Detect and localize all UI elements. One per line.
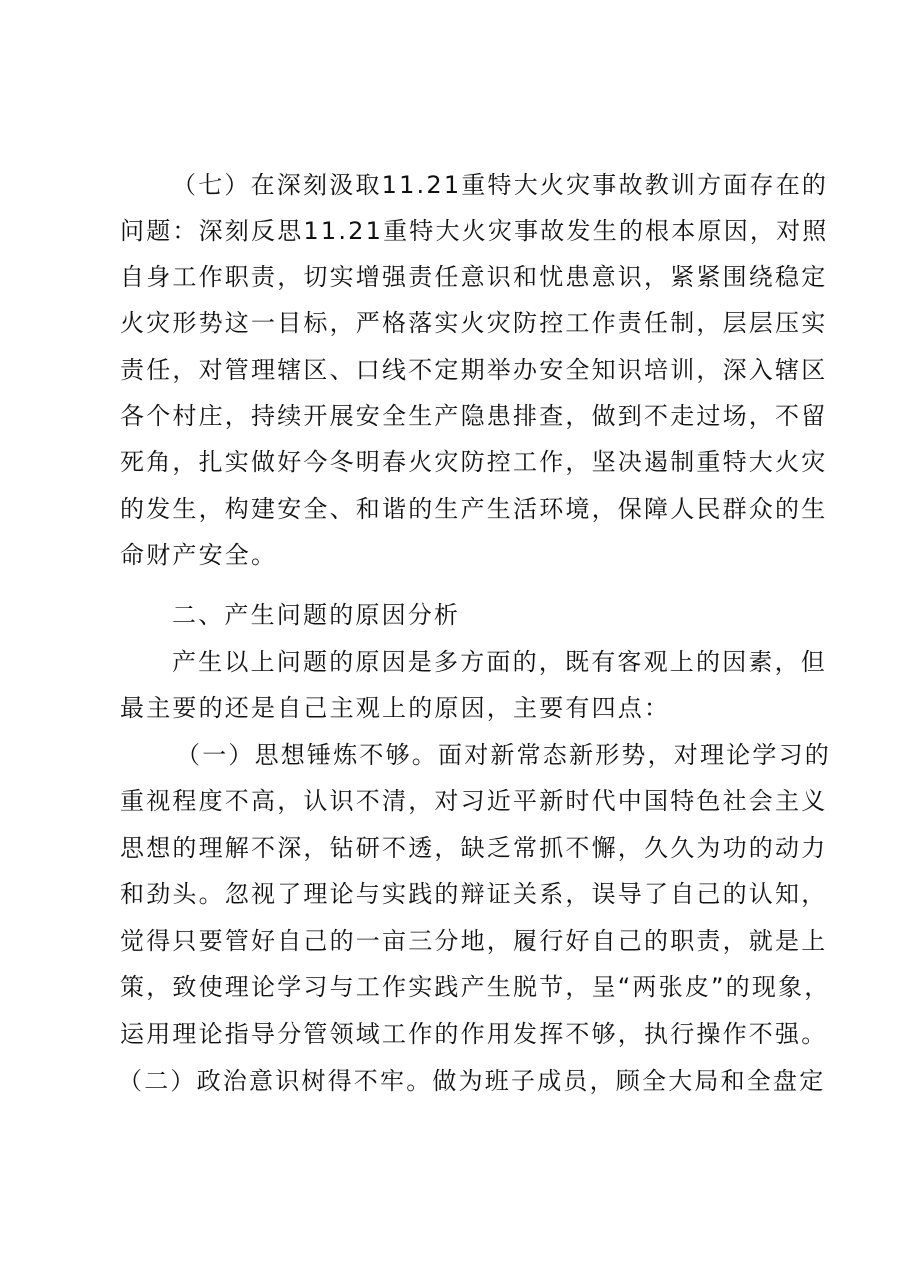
text-line: 觉得只要管好自己的一亩三分地，履行好自己的职责，就是上	[120, 927, 828, 955]
text-line: 和劲头。忽视了理论与实践的辩证关系，误导了自己的认知，	[120, 880, 828, 908]
text-line: 各个村庄，持续开展安全生产隐患排查，做到不走过场，不留	[120, 402, 828, 430]
text-line: 的发生，构建安全、和谐的生产生活环境，保障人民群众的生	[120, 495, 828, 523]
text-line: 火灾形势这一目标，严格落实火灾防控工作责任制，层层压实	[120, 309, 828, 337]
text-line: 运用理论指导分管领域工作的作用发挥不够，执行操作不强。	[120, 1020, 828, 1048]
text-line: 思想的理解不深，钻研不透，缺乏常抓不懈，久久为功的动力	[120, 834, 828, 862]
text-line: （二）政治意识树得不牢。做为班子成员，顾全大局和全盘定	[118, 1067, 826, 1095]
text-line: 死角，扎实做好今冬明春火灾防控工作，坚决遏制重特大火灾	[120, 448, 828, 476]
text-line: 产生以上问题的原因是多方面的，既有客观上的因素，但	[172, 648, 827, 676]
text-line: 重视程度不高，认识不清，对习近平新时代中国特色社会主义	[120, 787, 828, 815]
text-line: 命财产安全。	[120, 541, 278, 569]
text-line: 最主要的还是自己主观上的原因，主要有四点：	[120, 694, 671, 722]
text-line: 自身工作职责，切实增强责任意识和忧患意识，紧紧围绕稳定	[120, 263, 828, 291]
text-line: 责任，对管理辖区、口线不定期举办安全知识培训，深入辖区	[120, 356, 828, 384]
text-line: （一）思想锤炼不够。面对新常态新形势，对理论学习的	[176, 741, 831, 769]
text-line: 策，致使理论学习与工作实践产生脱节，呈“两张皮”的现象，	[120, 973, 831, 1001]
text-line: 问题：深刻反思11.21重特大火灾事故发生的根本原因，对照	[120, 217, 829, 245]
text-line: （七）在深刻汲取11.21重特大火灾事故教训方面存在的	[172, 171, 829, 199]
section-heading: 二、产生问题的原因分析	[172, 601, 461, 629]
